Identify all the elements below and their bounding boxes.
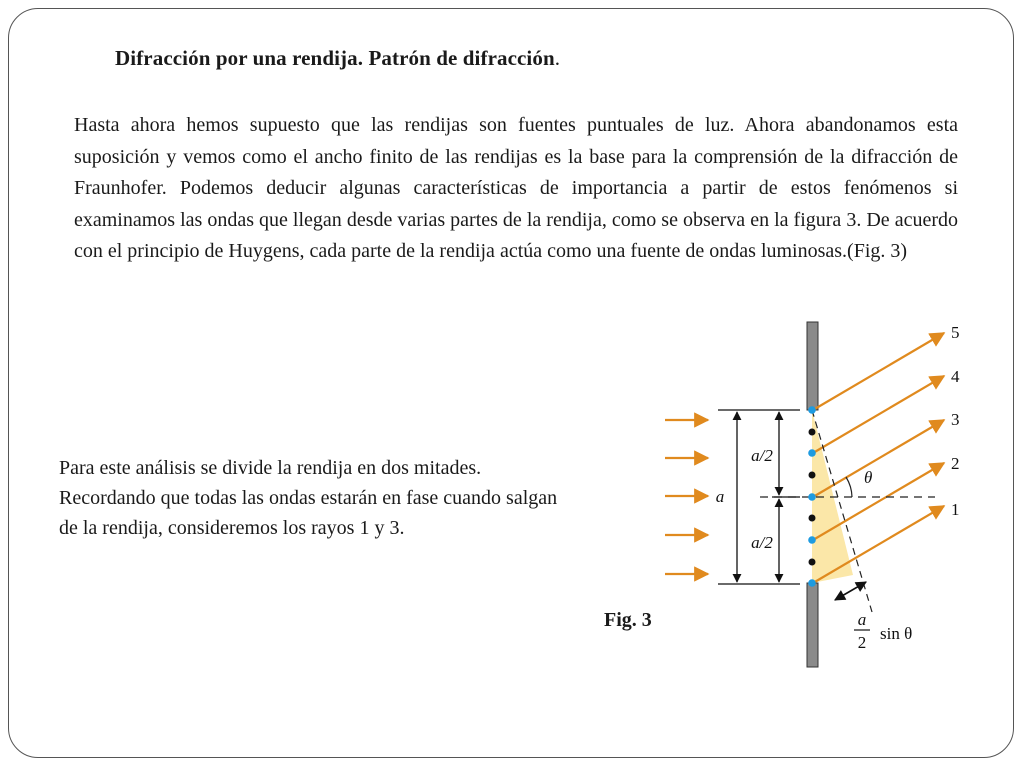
ray-label-4: 4 <box>951 367 960 386</box>
ray-label-3: 3 <box>951 410 960 429</box>
source-dot-blue <box>808 579 816 587</box>
source-dot <box>809 429 816 436</box>
ray-label-1: 1 <box>951 500 960 519</box>
figure-caption: Fig. 3 <box>604 609 652 631</box>
theta-label: θ <box>864 468 873 487</box>
analysis-line-1: Para este análisis se divide la rendija en dos mitades. <box>59 457 482 479</box>
analysis-line-2: Recordando que todas las ondas estarán en fase cuando salgan <box>59 487 558 509</box>
analysis-line-3: de la rendija, consideremos los rayos 1 y 3. <box>59 517 405 539</box>
ray-label-5: 5 <box>951 323 960 342</box>
width-label: a <box>715 487 725 506</box>
ray-4 <box>813 376 944 453</box>
source-dot <box>809 559 816 566</box>
slit-barrier-bottom <box>807 583 818 667</box>
source-dot-blue <box>808 493 816 501</box>
path-diff-numerator: a <box>857 610 867 629</box>
intro-paragraph: Hasta ahora hemos supuesto que las rendijas son fuentes puntuales de luz. Ahora abandonamos esta suposición y vemos como el ancho finito de las rendijas es la base para la comprensión de la difracción de Fraunhofer. Podemos deducir algunas características de importancia a partir de estos fenómenos si examinamos las ondas que llegan desde varias partes de la rendija, como se observa en la figura 3. De acuerdo con el principio de Huygens, cada parte de la rendija actúa como una fuente de ondas luminosas.(Fig. 3) <box>74 114 958 262</box>
path-diff-denominator: 2 <box>857 633 867 652</box>
ray-3 <box>813 420 944 497</box>
slit-barrier-top <box>807 322 818 410</box>
path-diff-sin: sin θ <box>880 624 913 643</box>
slide-title: Difracción por una rendija. Patrón de difracción. <box>115 46 561 70</box>
ray-5 <box>813 333 944 410</box>
path-difference-arrow <box>835 582 866 600</box>
ray-label-2: 2 <box>951 454 960 473</box>
source-dot-blue <box>808 406 816 414</box>
theta-arc <box>846 477 852 497</box>
dimension-lines <box>715 410 800 584</box>
incident-arrows <box>665 420 708 574</box>
source-dot <box>809 472 816 479</box>
source-dot-blue <box>808 449 816 457</box>
half-width-label-bottom: a/2 <box>751 533 773 552</box>
source-dot-blue <box>808 536 816 544</box>
source-dot <box>809 515 816 522</box>
half-width-label-top: a/2 <box>751 446 773 465</box>
